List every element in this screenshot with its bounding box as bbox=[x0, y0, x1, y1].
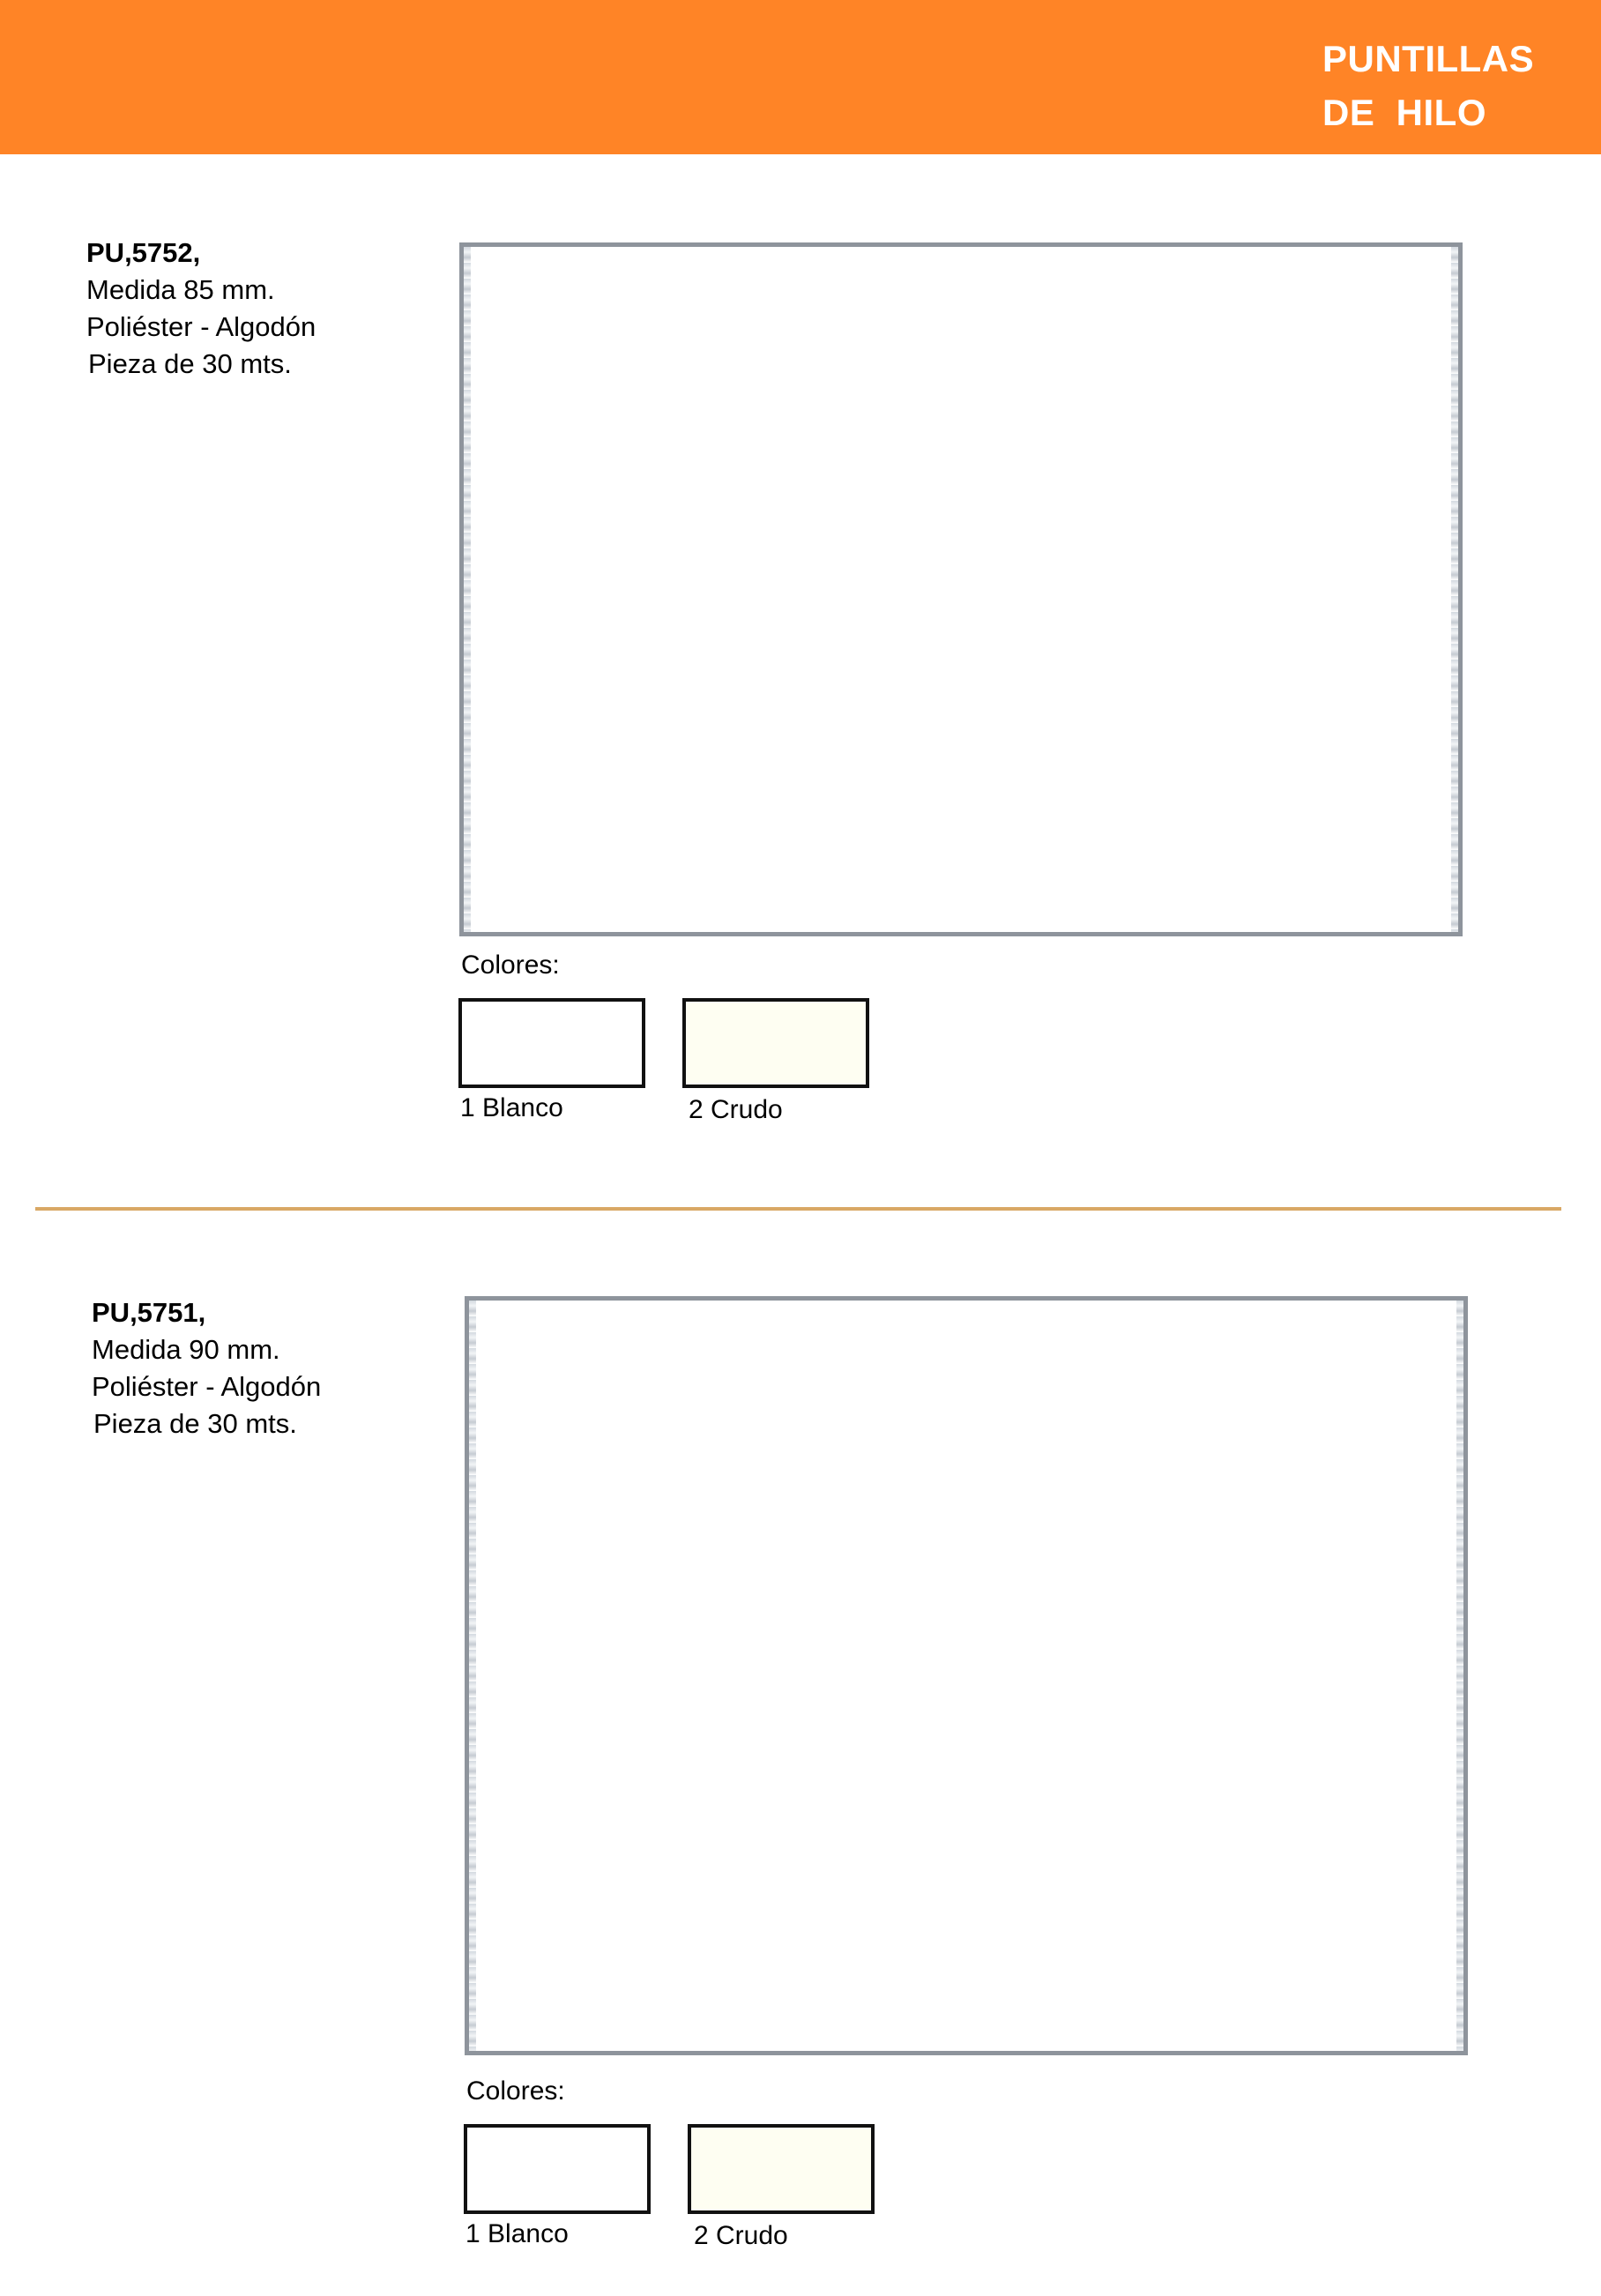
product-info bbox=[86, 235, 316, 383]
swatch-label: 1 Blanco bbox=[465, 2219, 569, 2248]
lace-edge bbox=[464, 247, 471, 932]
product-photo bbox=[465, 1296, 1468, 2055]
color-swatch-crudo[interactable] bbox=[682, 998, 869, 1088]
product-size: Medida 90 mm. bbox=[92, 1334, 280, 1365]
color-swatch-blanco[interactable] bbox=[458, 998, 645, 1088]
product-length: Pieza de 30 mts. bbox=[88, 348, 292, 379]
product-code: PU,5752, bbox=[86, 237, 201, 268]
swatch-label: 2 Crudo bbox=[694, 2221, 788, 2250]
page-title bbox=[1322, 32, 1534, 139]
section-divider bbox=[35, 1207, 1561, 1211]
lace-edge bbox=[1451, 247, 1458, 932]
colors-label: Colores: bbox=[461, 950, 560, 980]
product-photo bbox=[459, 242, 1463, 936]
page-title-line-2: DE HILO bbox=[1322, 92, 1487, 133]
color-swatch-crudo[interactable] bbox=[688, 2124, 875, 2214]
lace-edge bbox=[469, 1301, 476, 2051]
colors-label: Colores: bbox=[466, 2076, 565, 2106]
product-length: Pieza de 30 mts. bbox=[93, 1408, 297, 1439]
color-swatch-blanco[interactable] bbox=[464, 2124, 651, 2214]
swatch-label: 1 Blanco bbox=[460, 1093, 563, 1122]
lace-edge bbox=[1456, 1301, 1463, 2051]
product-code: PU,5751, bbox=[92, 1297, 206, 1328]
page-title-line-1: PUNTILLAS bbox=[1322, 38, 1535, 79]
swatch-label: 2 Crudo bbox=[689, 1095, 783, 1124]
product-size: Medida 85 mm. bbox=[86, 274, 275, 305]
product-info bbox=[92, 1294, 321, 1442]
product-material: Poliéster - Algodón bbox=[92, 1371, 322, 1402]
product-material: Poliéster - Algodón bbox=[86, 311, 316, 342]
